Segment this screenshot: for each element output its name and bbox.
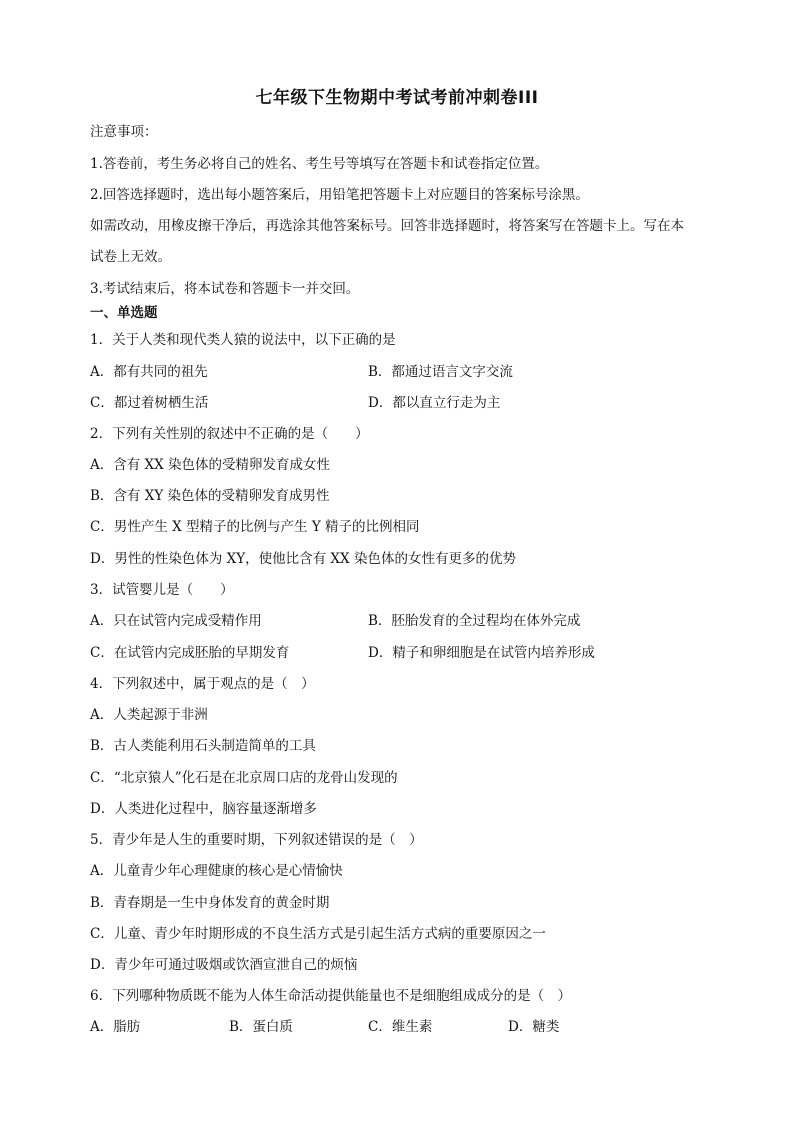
question-stem: 6．下列哪种物质既不能为人体生命活动提供能量也不是细胞组成成分的是（ ） [90,988,572,1004]
answer-option[interactable]: D．男性的性染色体为 XY，使他比含有 XX 染色体的女性有更多的优势 [90,551,516,567]
answer-option[interactable]: D．糖类 [508,1019,560,1035]
answer-option[interactable]: C．“北京猿人”化石是在北京周口店的龙骨山发现的 [90,770,398,786]
answer-option[interactable]: A．只在试管内完成受精作用 [90,613,262,629]
answer-option[interactable]: A．人类起源于非洲 [90,707,208,723]
answer-option[interactable]: A．儿童青少年心理健康的核心是心情愉快 [90,863,343,879]
question-stem: 4．下列叙述中，属于观点的是（ ） [90,676,315,692]
answer-option[interactable]: B．都通过语言文字交流 [368,364,513,380]
answer-option[interactable]: B．青春期是一生中身体发育的黄金时期 [90,895,330,911]
answer-option[interactable]: A．脂肪 [90,1019,141,1035]
answer-option[interactable]: D．青少年可通过吸烟或饮酒宣泄自己的烦恼 [90,957,358,973]
answer-option[interactable]: B．含有 XY 染色体的受精卵发育成男性 [90,488,330,504]
answer-option[interactable]: C．都过着树栖生活 [90,395,209,411]
notice-item: 如需改动，用橡皮擦干净后，再选涂其他答案标号。回答非选择题时，将答案写在答题卡上。写在本 [90,218,684,234]
question-stem: 1．关于人类和现代类人猿的说法中，以下正确的是 [90,332,396,348]
question-stem: 5．青少年是人生的重要时期，下列叙述错误的是（ ） [90,832,423,848]
answer-option[interactable]: C．在试管内完成胚胎的早期发育 [90,645,290,661]
answer-option[interactable]: B．蛋白质 [229,1019,293,1035]
answer-option[interactable]: D．人类进化过程中，脑容量逐渐增多 [90,801,317,817]
notice-heading: 注意事项： [90,124,158,140]
notice-item: 3.考试结束后，将本试卷和答题卡一并交回。 [90,281,360,297]
section-heading: 一、单选题 [90,305,158,321]
answer-option[interactable]: A．含有 XX 染色体的受精卵发育成女性 [90,457,331,473]
question-stem: 2．下列有关性别的叙述中不正确的是（ ） [90,426,369,442]
notice-item: 2.回答选择题时，选出每小题答案后，用铅笔把答题卡上对应题目的答案标号涂黑。 [90,187,589,203]
answer-option[interactable]: D．精子和卵细胞是在试管内培养形成 [368,645,595,661]
answer-option[interactable]: B．胚胎发育的全过程均在体外完成 [368,613,581,629]
notice-item: 试卷上无效。 [90,249,171,265]
page-title: 七年级下生物期中考试考前冲刺卷III [255,88,539,108]
question-stem: 3．试管婴儿是（ ） [90,582,234,598]
answer-option[interactable]: B．古人类能利用石头制造简单的工具 [90,738,316,754]
answer-option[interactable]: C．维生素 [368,1019,433,1035]
answer-option[interactable]: C．儿童、青少年时期形成的不良生活方式是引起生活方式病的重要原因之一 [90,926,546,942]
answer-option[interactable]: A．都有共同的祖先 [90,364,208,380]
answer-option[interactable]: C．男性产生 X 型精子的比例与产生 Y 精子的比例相同 [90,519,420,535]
answer-option[interactable]: D．都以直立行走为主 [368,395,501,411]
notice-item: 1.答卷前，考生务必将自己的姓名、考生号等填写在答题卡和试卷指定位置。 [90,156,549,172]
